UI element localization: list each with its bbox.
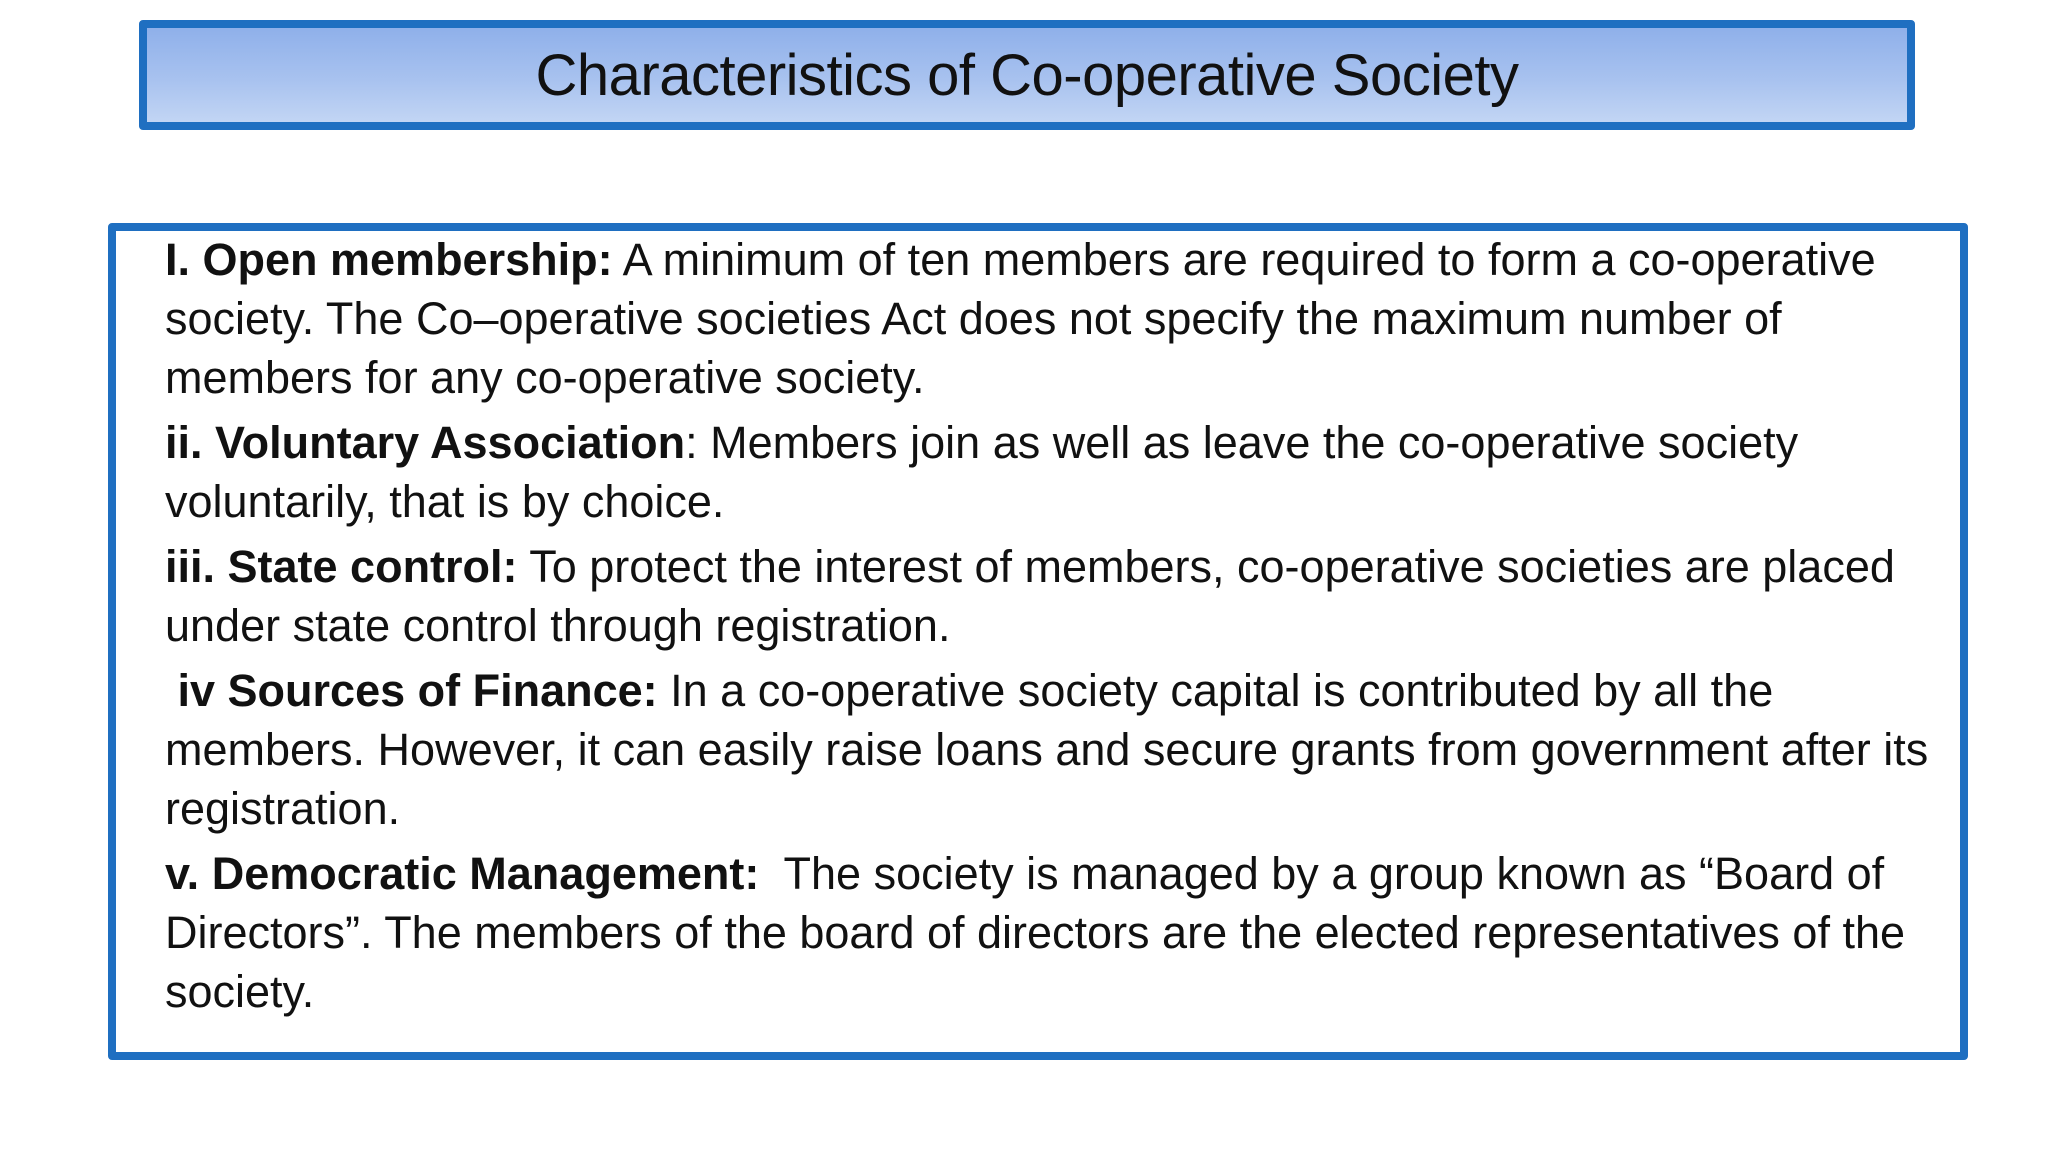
list-item-open-membership	[165, 230, 1955, 407]
item-heading: iv Sources of Finance:	[165, 665, 658, 716]
item-heading: I. Open membership:	[165, 234, 613, 285]
slide-title: Characteristics of Co-operative Society	[535, 42, 1519, 108]
item-heading: v. Democratic Management:	[165, 848, 760, 899]
list-item-voluntary-association	[165, 413, 1955, 531]
item-text: : Members join as well as leave the co-operative society voluntarily, that is by choice.	[165, 417, 1799, 527]
title-banner	[139, 20, 1915, 130]
item-text: In a co-operative society capital is contributed by all the members. However, it can easily raise loans and secure grants from government after its registration.	[165, 665, 1929, 834]
list-item-democratic-management	[165, 844, 1955, 1021]
item-heading: ii. Voluntary Association	[165, 417, 686, 468]
characteristics-list	[165, 230, 1955, 1027]
item-text: To protect the interest of members, co-operative societies are placed under state control through registration.	[165, 541, 1895, 651]
item-heading: iii. State control:	[165, 541, 518, 592]
item-text: A minimum of ten members are required to form a co-operative society. The Co–operative societies Act does not specify the maximum number of members for any co-operative society.	[165, 234, 1876, 403]
list-item-sources-of-finance	[165, 661, 1955, 838]
item-text: The society is managed by a group known as “Board of Directors”. The members of the board of directors are the elected representatives of the society.	[165, 848, 1918, 1017]
list-item-state-control	[165, 537, 1955, 655]
